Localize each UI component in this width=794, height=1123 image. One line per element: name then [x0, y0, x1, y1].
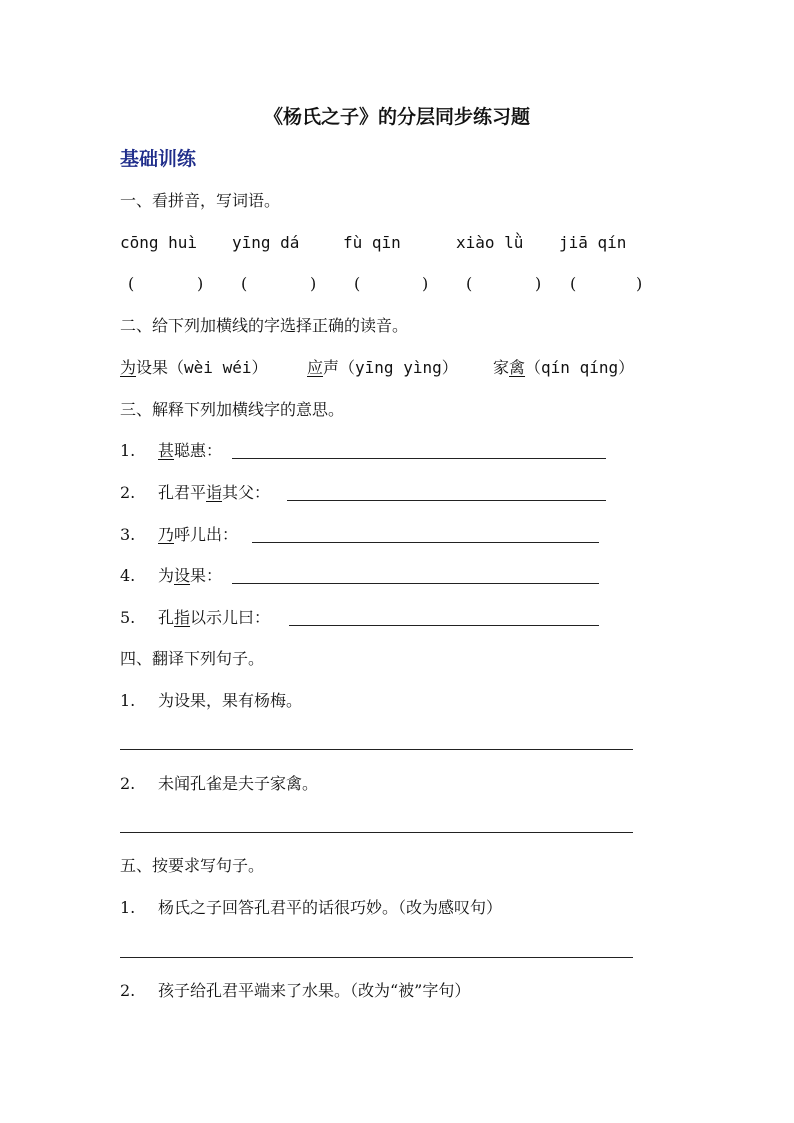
answer-box-5-open: ( [570, 274, 577, 293]
q3-heading: 三、解释下列加横线字的意思。 [120, 400, 345, 419]
underlined-char: 设 [174, 566, 191, 585]
q3-item-4: 4. 为设果： [120, 566, 223, 585]
answer-line[interactable] [252, 542, 599, 543]
answer-line[interactable] [120, 749, 633, 750]
pinyin-5: jiā qín [559, 233, 627, 252]
q5-item-2: 2. 孩子给孔君平端来了水果。（改为“被”字句） [120, 981, 471, 1000]
answer-box-1-close: ) [197, 274, 204, 293]
answer-box-1-open: ( [128, 274, 135, 293]
q4-heading: 四、翻译下列句子。 [120, 649, 265, 668]
answer-line[interactable] [287, 500, 606, 501]
q2-item-3: 家禽（qín qíng） [493, 358, 635, 377]
answer-line[interactable] [120, 957, 633, 958]
underlined-char: 禽 [509, 358, 526, 377]
page-title: 《杨氏之子》的分层同步练习题 [263, 106, 530, 128]
q3-item-3: 3. 乃呼儿出： [120, 525, 239, 544]
answer-line[interactable] [289, 625, 599, 626]
q4-item-2: 2. 未闻孔雀是夫子家禽。 [120, 774, 319, 793]
reading-options: （yīng yìng） [339, 358, 458, 377]
pinyin-3: fù qīn [343, 233, 401, 252]
q3-item-1: 1. 甚聪惠： [120, 441, 223, 460]
answer-box-4-open: ( [466, 274, 473, 293]
pinyin-1: cōng huì [120, 233, 198, 252]
answer-line[interactable] [232, 583, 599, 584]
underlined-char: 指 [174, 608, 191, 627]
underlined-char: 诣 [206, 483, 223, 502]
q3-item-2: 2. 孔君平诣其父： [120, 483, 271, 502]
q2-item-2: 应声（yīng yìng） [307, 358, 458, 377]
answer-line[interactable] [232, 458, 606, 459]
q2-item-1: 为设果（wèi wéi） [120, 358, 268, 377]
answer-box-3-close: ) [422, 274, 429, 293]
q2-heading: 二、给下列加横线的字选择正确的读音。 [120, 316, 409, 335]
q4-item-1: 1. 为设果，果有杨梅。 [120, 691, 303, 710]
answer-line[interactable] [120, 832, 633, 833]
underlined-char: 应 [307, 358, 324, 377]
q1-heading: 一、看拼音，写词语。 [120, 191, 281, 210]
underlined-char: 乃 [158, 525, 175, 544]
answer-box-3-open: ( [354, 274, 361, 293]
reading-options: （qín qíng） [525, 358, 635, 377]
q3-item-5: 5. 孔指以示儿曰： [120, 608, 271, 627]
q5-item-1: 1. 杨氏之子回答孔君平的话很巧妙。（改为感叹句） [120, 898, 503, 917]
pinyin-4: xiào lǜ [456, 233, 524, 252]
q5-heading: 五、按要求写句子。 [120, 856, 265, 875]
answer-box-2-open: ( [241, 274, 248, 293]
section-heading: 基础训练 [120, 148, 197, 170]
answer-box-4-close: ) [535, 274, 542, 293]
underlined-char: 甚 [158, 441, 175, 460]
answer-box-2-close: ) [310, 274, 317, 293]
reading-options: （wèi wéi） [168, 358, 268, 377]
underlined-char: 为 [120, 358, 137, 377]
pinyin-2: yīng dá [232, 233, 300, 252]
answer-box-5-close: ) [636, 274, 643, 293]
